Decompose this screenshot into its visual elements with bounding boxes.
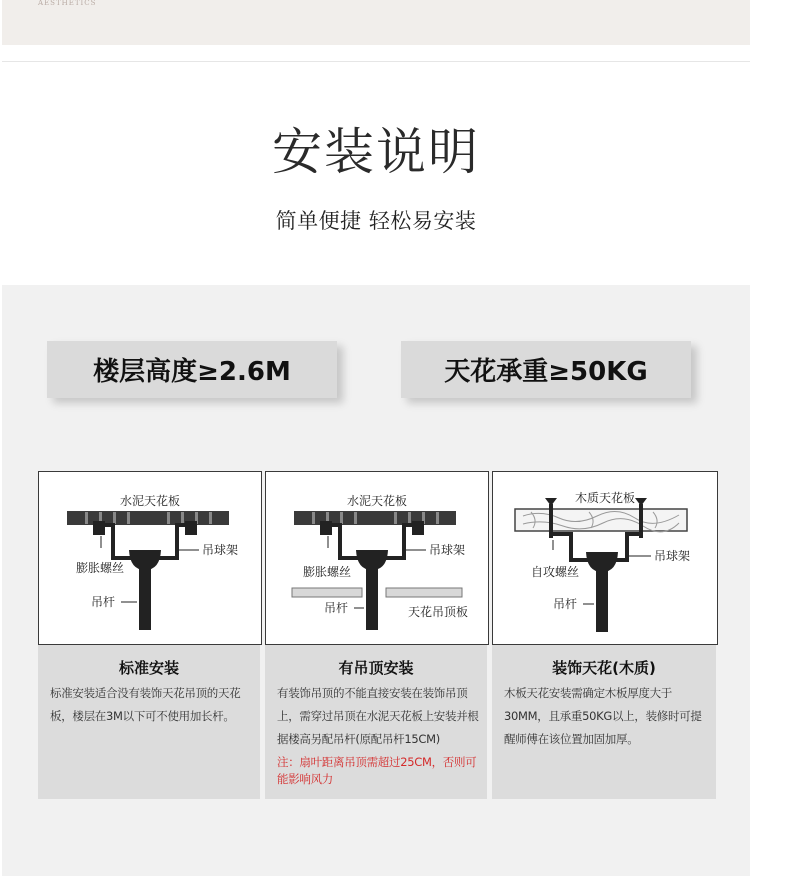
diagram-false-ceiling — [265, 471, 489, 645]
false-ceiling-install-diagram — [266, 472, 488, 644]
info-false-ceiling — [265, 645, 487, 799]
method-note: 注：扇叶距离吊顶需超过25CM，否则可能影响风力 — [277, 755, 477, 786]
brand-text: AESTHETICS — [38, 0, 97, 7]
label-bracket: 吊球架 — [429, 543, 466, 557]
label-bolt: 自攻螺丝 — [531, 565, 580, 579]
diagram-wood-ceiling — [492, 471, 718, 645]
method-title: 装饰天花(木质) — [552, 659, 656, 677]
label-bolt: 膨胀螺丝 — [76, 561, 125, 575]
label-rod: 吊杆 — [324, 601, 349, 615]
label-ceiling: 木质天花板 — [574, 491, 636, 505]
divider — [2, 61, 750, 62]
label-rod: 吊杆 — [91, 595, 116, 609]
label-bracket: 吊球架 — [202, 543, 239, 557]
diagram-standard — [38, 471, 262, 645]
page-title: 安装说明 — [272, 123, 480, 181]
standard-install-diagram — [39, 472, 261, 644]
page-subtitle: 简单便捷 轻松易安装 — [275, 209, 477, 233]
label-rod: 吊杆 — [553, 597, 578, 611]
info-wood-ceiling — [492, 645, 716, 799]
label-ceiling: 水泥天花板 — [346, 494, 408, 508]
top-banner — [2, 0, 750, 45]
floor-height-badge: 楼层高度≥2.6M — [47, 341, 337, 398]
method-title: 标准安装 — [118, 659, 179, 677]
method-description: 有装饰吊顶的不能直接安装在装饰吊顶上，需穿过吊顶在水泥天花板上安装并根据楼高另配吊杆(原配吊杆15CM) — [277, 686, 479, 746]
method-title: 有吊顶安装 — [338, 659, 414, 677]
label-bracket: 吊球架 — [654, 549, 691, 563]
ceiling-load-badge: 天花承重≥50KG — [401, 341, 691, 398]
method-description: 木板天花安装需确定木板厚度大于30MM，且承重50KG以上，装修时可提醒师傅在该位置加固加厚。 — [504, 686, 702, 746]
wood-ceiling-install-diagram — [493, 472, 717, 644]
method-description: 标准安装适合没有装饰天花吊顶的天花板，楼层在3M以下可不使用加长杆。 — [50, 686, 241, 723]
label-false-ceiling: 天花吊顶板 — [408, 605, 469, 619]
label-ceiling: 水泥天花板 — [119, 494, 181, 508]
info-standard — [38, 645, 260, 799]
label-bolt: 膨胀螺丝 — [303, 565, 352, 579]
